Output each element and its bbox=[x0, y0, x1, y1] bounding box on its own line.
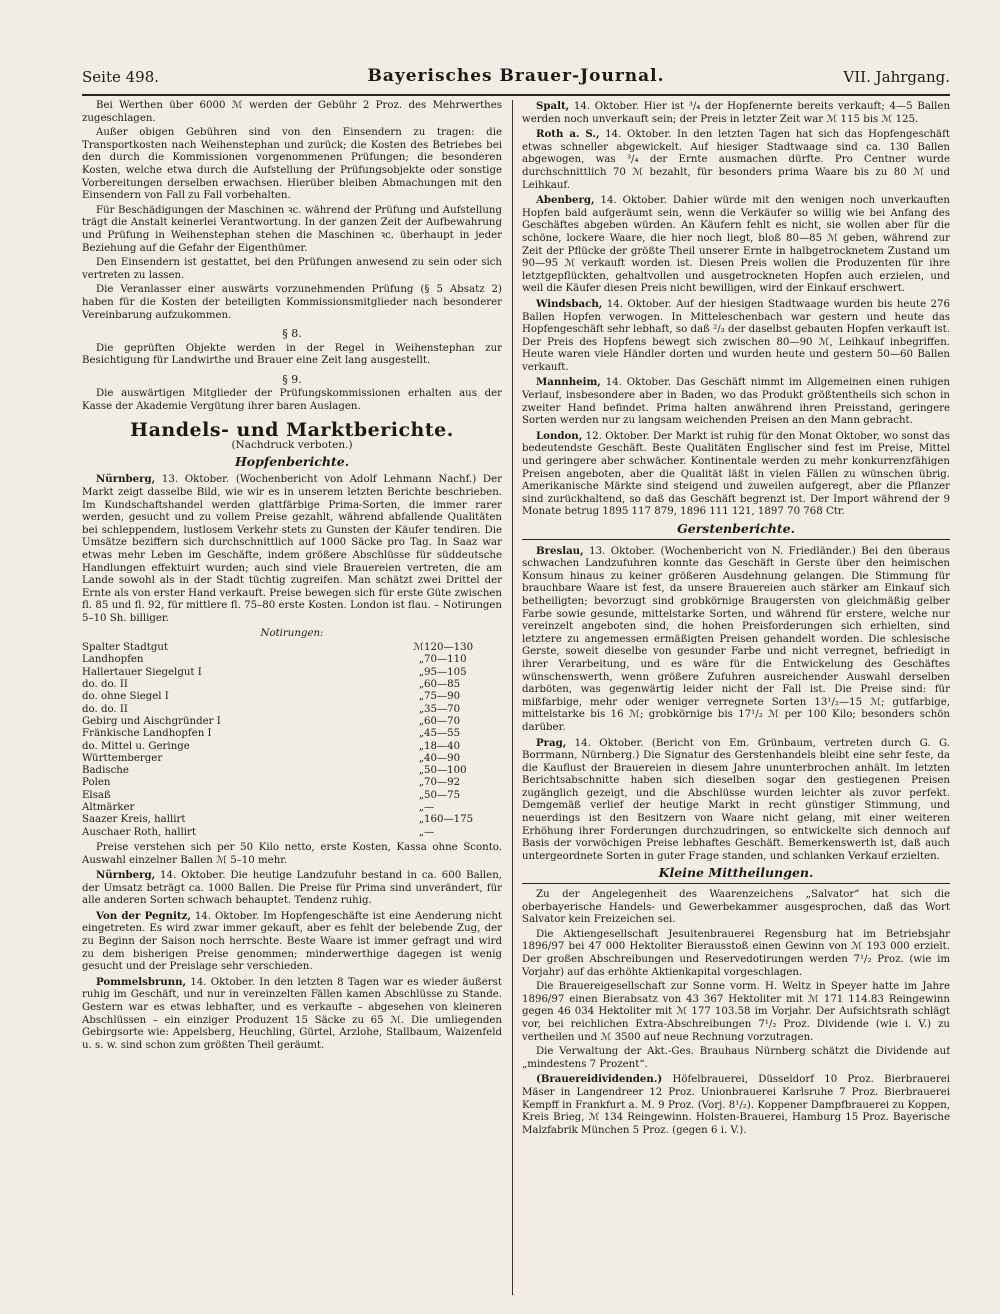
quote-range: — bbox=[424, 826, 435, 838]
news-item: Die Aktiengesellschaft Jesuitenbrauerei Regensburg hat im Betriebsjahr 1896/97 bei 47 000 Hektoliter Bierausstoß einen Gewinn von ℳ 193 000 erzielt. Der großen Abschreibungen und Reservedotirungen werden 7¹/₂ Proz. (wie im Vorjahr) auf das erhöhte Aktienkapital vorgeschlagen. bbox=[522, 928, 950, 978]
news-item: Zu der Angelegenheit des Waarenzeichens „Salvator“ hat sich die oberbayerische Handels- und Gewerbekammer ausgesprochen, daß das Wort Salvator kein Freizeichen sei. bbox=[522, 889, 950, 926]
place-name: Mannheim, bbox=[536, 376, 601, 389]
news-item: Die Verwaltung der Akt.-Ges. Brauhaus Nürnberg schätzt die Dividende auf „mindestens 7 Prozent“. bbox=[522, 1046, 950, 1070]
place-name: Pommelsbrunn, bbox=[96, 975, 187, 988]
quote-currency: „ bbox=[418, 703, 424, 715]
news-item: Die Brauereigesellschaft zur Sonne vorm. H. Weltz in Speyer hatte im Jahre 1896/97 einen Bierabsatz von 43 367 Hektoliter mit ℳ 171 114.83 Reingewinn gegen 46 034 Hektoliter mit ℳ 177 103.58 im Vorjahr. Der Aufsichtsrath schlägt vor, bei reichlichen Extra-Abschreibungen 7¹/₂ Proz. Dividende (wie i. V.) zu vertheilen und ℳ 3500 auf neue Rechnung vorzutragen. bbox=[522, 981, 950, 1043]
quote-currency: „ bbox=[418, 654, 424, 666]
quote-range: 120—130 bbox=[424, 642, 474, 654]
journal-title: Bayerisches Brauer-Journal. bbox=[367, 66, 665, 86]
report-roth bbox=[522, 128, 950, 192]
place-name: Nürnberg, bbox=[96, 869, 156, 882]
report-abenberg bbox=[522, 194, 950, 296]
quote-range: 75—90 bbox=[424, 691, 461, 703]
dividends-text: Höfelbrauerei, Düsseldorf 10 Proz. Bierbrauerei Mäser in Langendreer 12 Proz. Unionbrauerei Karlsruhe 7 Proz. Bierbrauerei Kempff in Frankfurt a. M. 9 Proz. (Vorj. 8¹/₂). Koppener Dampfbrauerei zu Koppen, Kreis Brieg, ℳ 134 Reingewinn. Holsten-Brauerei, Hamburg 15 Proz. Bayerische Malzfabrik München 5 Proz. (gegen 6 i. V.). bbox=[522, 1074, 950, 1136]
section-title: Handels- und Marktberichte. bbox=[130, 418, 454, 441]
hop-quotes-table bbox=[82, 642, 502, 839]
report-pegnitz bbox=[82, 910, 502, 974]
quote-range: 18—40 bbox=[424, 740, 461, 752]
quote-row bbox=[82, 790, 502, 802]
quote-currency: ℳ bbox=[413, 642, 424, 654]
quote-row bbox=[82, 814, 502, 826]
place-name: Abenberg, bbox=[536, 194, 595, 207]
report-text: 14. Oktober. Dahier würde mit den wenigen noch unverkauften Hopfen bald aufgeräumt sein, wenn die Verkäufer so willig wie bei Anfang des Geschäftes abgeben würden. An Käufern fehlt es nicht, sie wollen aber für die schöne, lockere Waare, die hier noch liegt, bloß 80—85 ℳ geben, während zur Zeit der Pflücke der größte Theil unserer Ernte in halbgetrocknetem Zustand um 90—95 ℳ verkauft worden ist. Diesen Preis wollen die Produzenten für ihre letztgepflückten, gehaltvollen und ausgetrockneten Hopfen auch erzielen, und weil die Käufer diesen Preis nicht bewilligen, wird der Einkauf erschwert. bbox=[522, 195, 950, 295]
quote-name: Altmärker bbox=[82, 802, 135, 814]
quote-name: Elsaß bbox=[82, 789, 111, 801]
report-nuernberg-13 bbox=[82, 473, 502, 625]
page-number: Seite 498. bbox=[82, 68, 160, 86]
hops-reports-title: Hopfenberichte. bbox=[234, 453, 350, 469]
volume-label: VII. Jahrgang. bbox=[843, 68, 950, 86]
quote-row bbox=[82, 667, 502, 679]
quote-name: Gebirg und Aischgründer I bbox=[82, 715, 221, 727]
quote-name: Hallertauer Siegelgut I bbox=[82, 666, 202, 678]
report-text: 13. Oktober. (Wochenbericht von N. Friedländer.) Bei den überaus schwachen Landzufuhren konnte das Geschäft in Gerste über den heimischen Konsum hinaus zu keiner größeren Ausdehnung gelangen. Die Stimmung für brauchbare Waare ist fest, da unsere Brauereien auch stärker am Einkauf sich betheiligten; bevorzugt sind grobkörnige Braugersten von gleichmäßig gelber Farbe sowie gesunde, mittelstarke Sorten, und während für erstere, welche nur vereinzelt angeboten sind, die hohen Preisforderungen sich erhielten, sind letztere zu angemessen ermäßigten Preisen gehandelt worden. Die schlesische Gerste, soweit dieselbe von gesunder Farbe und nicht verregnet, befriedigt in ihrer Verarbeitung, und es wäre für die Entwickelung des Geschäftes wünschenswerth, wenn größere Zufuhren ausreichender Auswahl derselben darböten, was gegenwärtig leider nicht der Fall ist. Die Preise sind: für mißfarbige, mehr oder weniger verregnete Sorten 13¹/₂—15 ℳ; gutfarbige, mittelstarke bis 16 ℳ; grobkörnige bis 17¹/₂ ℳ per 100 Kilo; besonders schön darüber. bbox=[522, 545, 950, 733]
quote-range: 60—70 bbox=[424, 715, 461, 727]
quote-name: Fränkische Landhopfen I bbox=[82, 728, 212, 740]
section-number: § 9. bbox=[282, 372, 302, 386]
report-mannheim bbox=[522, 376, 950, 427]
quote-row bbox=[82, 802, 502, 814]
report-prag bbox=[522, 737, 950, 864]
place-name: London, bbox=[536, 429, 583, 442]
paragraph: Bei Werthen über 6000 ℳ werden der Gebühr 2 Proz. des Mehrwerthes zugeschlagen. bbox=[82, 100, 502, 124]
barley-reports-title: Gerstenberichte. bbox=[522, 523, 950, 540]
report-windsbach bbox=[522, 298, 950, 375]
quote-row bbox=[82, 679, 502, 691]
place-name: Von der Pegnitz, bbox=[96, 909, 191, 922]
quote-currency: „ bbox=[418, 826, 424, 838]
quote-range: 40—90 bbox=[424, 752, 461, 764]
quote-range: 45—55 bbox=[424, 728, 461, 740]
quote-currency: „ bbox=[418, 691, 424, 703]
report-text: 14. Oktober. Das Geschäft nimmt im Allgemeinen einen ruhigen Verlauf, insbesondere aber in Baden, wo das Produkt größtentheils sich schon in zweiter Hand befindet. Prima halten anwährend ihren Preisstand, geringere Sorten werden nur zu langsam weichenden Preisen an den Mann gebracht. bbox=[522, 377, 950, 427]
quotes-heading: Notirungen: bbox=[260, 627, 324, 639]
quote-currency: „ bbox=[418, 679, 424, 691]
quote-range: 50—100 bbox=[424, 765, 467, 777]
quote-name: Auschaer Roth, hallirt bbox=[82, 826, 196, 838]
report-text: 14. Oktober. Auf der hiesigen Stadtwaage wurden bis heute 276 Ballen Hopfen verwogen. In Mitteleschenbach war gestern und heute das Hopfengeschäft sehr lebhaft, so daß ²/₃ der daselbst gebauten Hopfen verkauft ist. Der Preis des Hopfens bewegt sich zwischen 80—90 ℳ, Leihkauf inbegriffen. Heute waren viele Händler dorten und wurden heute und gestern 50—60 Ballen verkauft. bbox=[522, 298, 950, 373]
quote-range: — bbox=[424, 802, 435, 814]
paragraph: Die Veranlasser einer auswärts vorzunehmenden Prüfung (§ 5 Absatz 2) haben für die Kosten der beteiligten Kommissionsmitglieder nach besonderer Vereinbarung aufzukommen. bbox=[82, 284, 502, 321]
report-text: 14. Oktober. In den letzten Tagen hat sich das Hopfengeschäft etwas schneller abgewickelt. Auf hiesiger Stadtwaage sind ca. 130 Ballen abgewogen, was ³/₄ der Ernte ausmachen dürfte. Pro Centner wurde durchschnittlich 70 ℳ bezahlt, für besonders prima Waare bis zu 80 ℳ und Leihkauf. bbox=[522, 129, 950, 191]
report-text: 13. Oktober. (Wochenbericht von Adolf Lehmann Nachf.) Der Markt zeigt dasselbe Bild, wie wir es in unserem letzten Berichte beschrieben. Im Kundschaftshandel werden glattfärbige Prima-Sorten, die immer rarer werden, gesucht und zu vollem Preise gezahlt, während abfallende Qualitäten bei schleppendem, lustlosem Verkehr stets zu Gunsten der Käufer tendiren. Die Umsätze beziffern sich durchschnittlich auf 1000 Säcke pro Tag. In Saaz war etwas mehr Leben im Geschäfte, indem größere Abschlüsse für süddeutsche Handlungen effektuirt wurden; auch sind viele Brauereien vertreten, die am Lande sowohl als in der Stadt tüchtig zugreifen. Man schätzt zwei Drittel der Ernte als von erster Hand verkauft. Preise bewegen sich für erste Güte zwischen fl. 85 und fl. 92, für mittlere fl. 75–80 erste Kosten. London ist flau. – Notirungen 5–10 Sh. billiger. bbox=[82, 474, 502, 624]
quote-name: Württemberger bbox=[82, 752, 163, 764]
quote-currency: „ bbox=[418, 728, 424, 740]
quote-range: 160—175 bbox=[424, 814, 474, 826]
quote-range: 70—110 bbox=[424, 654, 467, 666]
quote-currency: „ bbox=[418, 802, 424, 814]
quote-row bbox=[82, 704, 502, 716]
quote-row bbox=[82, 716, 502, 728]
news-item-dividends bbox=[522, 1073, 950, 1137]
paragraph: Die geprüften Objekte werden in der Regel in Weihenstephan zur Besichtigung für Landwirthe und Brauer eine Zeit lang ausgestellt. bbox=[82, 342, 502, 367]
quote-range: 95—105 bbox=[424, 666, 467, 678]
reprint-note: (Nachdruck verboten.) bbox=[231, 439, 353, 452]
quote-range: 60—85 bbox=[424, 679, 461, 691]
quote-name: Spalter Stadtgut bbox=[82, 642, 169, 654]
quote-row bbox=[82, 728, 502, 740]
report-london bbox=[522, 430, 950, 519]
report-text: 12. Oktober. Der Markt ist ruhig für den Monat Oktober, wo sonst das bedeutendste Geschäft. Beste Qualitäten Englischer sind fest im Preise, Mittel und geringere aber schwächer. Kontinentale werden zu mehr konkurrenzfähigen Preisen angeboten, aber die Qualität läßt in vielen Fällen zu wünschen übrig. Amerikanische Märkte sind steigend und zuweilen aufgeregt, aber die Pflanzer sind zurückhaltend, so daß das Geschäft begrenzt ist. Der Import während der 9 Monate betrug 1895 117 879, 1896 111 121, 1897 70 768 Ctr. bbox=[522, 430, 950, 518]
quotes-note: Preise verstehen sich per 50 Kilo netto, erste Kosten, Kassa ohne Sconto. Auswahl einzelner Ballen ℳ 5–10 mehr. bbox=[82, 841, 502, 866]
place-name: Roth a. S., bbox=[536, 128, 600, 141]
report-text: 14. Oktober. Im Hopfengeschäfte ist eine Aenderung nicht eingetreten. Es wird zwar immer gekauft, aber es fehlt der belebende Zug, der zu Beginn der Saison noch herrschte. Beste Waare ist immer gefragt und wird zu dem bisherigen Preise genommen; minderwerthige dagegen ist wenig gesucht und der Preislage sehr verschieden. bbox=[82, 910, 502, 973]
report-nuernberg-14 bbox=[82, 869, 502, 908]
quote-currency: „ bbox=[418, 814, 424, 826]
quote-currency: „ bbox=[418, 765, 424, 777]
quote-name: Polen bbox=[82, 777, 111, 789]
report-spalt bbox=[522, 100, 950, 126]
place-name: Spalt, bbox=[536, 100, 570, 112]
quote-name: do. do. II bbox=[82, 679, 128, 691]
page-header bbox=[82, 58, 950, 96]
quote-row bbox=[82, 654, 502, 666]
report-pommelsbrunn bbox=[82, 976, 502, 1053]
quote-name: do. Mittel u. Geringe bbox=[82, 740, 190, 752]
quote-currency: „ bbox=[418, 740, 424, 752]
newspaper-page bbox=[82, 58, 950, 1308]
right-column bbox=[522, 100, 950, 1300]
report-text: 14. Oktober. Die heutige Landzufuhr bestand in ca. 600 Ballen, der Umsatz beträgt ca. 1000 Ballen. Die Preise für Prima sind unverändert, für alle anderen Sorten schwach behauptet. Tendenz ruhig. bbox=[82, 870, 502, 907]
quote-row bbox=[82, 642, 502, 654]
quote-currency: „ bbox=[418, 715, 424, 727]
report-text: 14. Oktober. (Bericht von Em. Grünbaum, vertreten durch G. G. Borrmann, Nürnberg.) Die Signatur des Gerstenhandels bleibt eine sehr feste, da die Kauflust der Brauereien in diesem Jahre ununterbrochen anhält. Im letzten Berichtsabschnitte haben sich dieselben sogar den gestiegenen Preisen zugänglich gezeigt, und die Abschlüsse wurden leichter als zuvor perfekt. Demgemäß verlief der heutige Markt in recht günstiger Stimmung, und neuerdings ist den Besitzern von Waare nicht gelang, mit einer weiteren Erhöhung ihrer Forderungen durchzudringen, so entwickelte sich dennoch auf Basis der vorwöchigen Preise lebhaftes Geschäft. Bemerkenswerth ist, daß auch untergeordnete Sorten in guter Frage standen, und schlanken Verkauf erzielten. bbox=[522, 737, 950, 862]
quote-name: do. do. II bbox=[82, 703, 128, 715]
quote-name: Landhopfen bbox=[82, 654, 144, 666]
quote-row bbox=[82, 777, 502, 789]
quote-row bbox=[82, 753, 502, 765]
quote-currency: „ bbox=[418, 789, 424, 801]
place-name: Windsbach, bbox=[536, 297, 603, 310]
column-divider bbox=[512, 100, 513, 1295]
quote-name: Badische bbox=[82, 765, 129, 777]
report-breslau bbox=[522, 545, 950, 735]
quote-row bbox=[82, 765, 502, 777]
left-column bbox=[82, 100, 502, 1300]
short-news-title: Kleine Mittheilungen. bbox=[522, 867, 950, 884]
quote-row bbox=[82, 827, 502, 839]
quote-range: 70—92 bbox=[424, 777, 461, 789]
place-name: Prag, bbox=[536, 736, 567, 749]
dividends-heading: (Brauereidividenden.) bbox=[536, 1073, 663, 1086]
place-name: Nürnberg, bbox=[96, 473, 156, 486]
quote-range: 35—70 bbox=[424, 703, 461, 715]
paragraph: Die auswärtigen Mitglieder der Prüfungskommissionen erhalten aus der Kasse der Akademie Vergütung ihrer baren Auslagen. bbox=[82, 388, 502, 413]
quote-name: do. ohne Siegel I bbox=[82, 691, 169, 703]
quote-name: Saazer Kreis, hallirt bbox=[82, 814, 186, 826]
paragraph: Für Beschädigungen der Maschinen ꝛc. während der Prüfung und Aufstellung trägt die Anstalt keinerlei Verantwortung. In der ganzen Zeit der Aufbewahrung und Prüfung in Weihenstephan stehen die Maschinen ꝛc. überhaupt in jeder Beziehung auf die Gefahr der Eigenthümer. bbox=[82, 204, 502, 254]
report-text: 14. Oktober. In den letzten 8 Tagen war es wieder äußerst ruhig im Geschäft, und nur in vereinzelten Fällen kamen Abschlüsse zu Stande. Gestern war es etwas lebhafter, und es verkaufte – abgesehen von kleineren Abschlüssen – ein einziger Produzent 15 Säcke zu 65 ℳ. Die umliegenden Gebirgsorte wie: Appelsberg, Heuchling, Gürtel, Arzlohe, Stallbaum, Waizenfeld u. s. w. sind schon zum größten Theil geräumt. bbox=[82, 976, 502, 1051]
quote-currency: „ bbox=[418, 666, 424, 678]
quote-row bbox=[82, 691, 502, 703]
quote-row bbox=[82, 741, 502, 753]
section-number: § 8. bbox=[282, 327, 302, 341]
quote-range: 50—75 bbox=[424, 789, 461, 801]
quote-currency: „ bbox=[418, 752, 424, 764]
quote-currency: „ bbox=[418, 777, 424, 789]
place-name: Breslau, bbox=[536, 544, 584, 557]
paragraph: Außer obigen Gebühren sind von den Einsendern zu tragen: die Transportkosten nach Weihenstephan und zurück; die Kosten des Betriebes bei den durch die Kommissionen vorgenommenen Prüfungen; die besonderen Kosten, welche etwa durch die Aufstellung der Prüfungsobjekte oder sonstige Vorbereitungen derselben erwachsen. Hierüber bleiben Abmachungen mit den Einsendern von Fall zu Fall vorbehalten. bbox=[82, 127, 502, 202]
report-text: 14. Oktober. Hier ist ³/₄ der Hopfenernte bereits verkauft; 4—5 Ballen werden noch unverkauft sein; der Preis in letzter Zeit war ℳ 115 bis ℳ 125. bbox=[522, 101, 950, 125]
paragraph: Den Einsendern ist gestattet, bei den Prüfungen anwesend zu sein oder sich vertreten zu lassen. bbox=[82, 257, 502, 281]
